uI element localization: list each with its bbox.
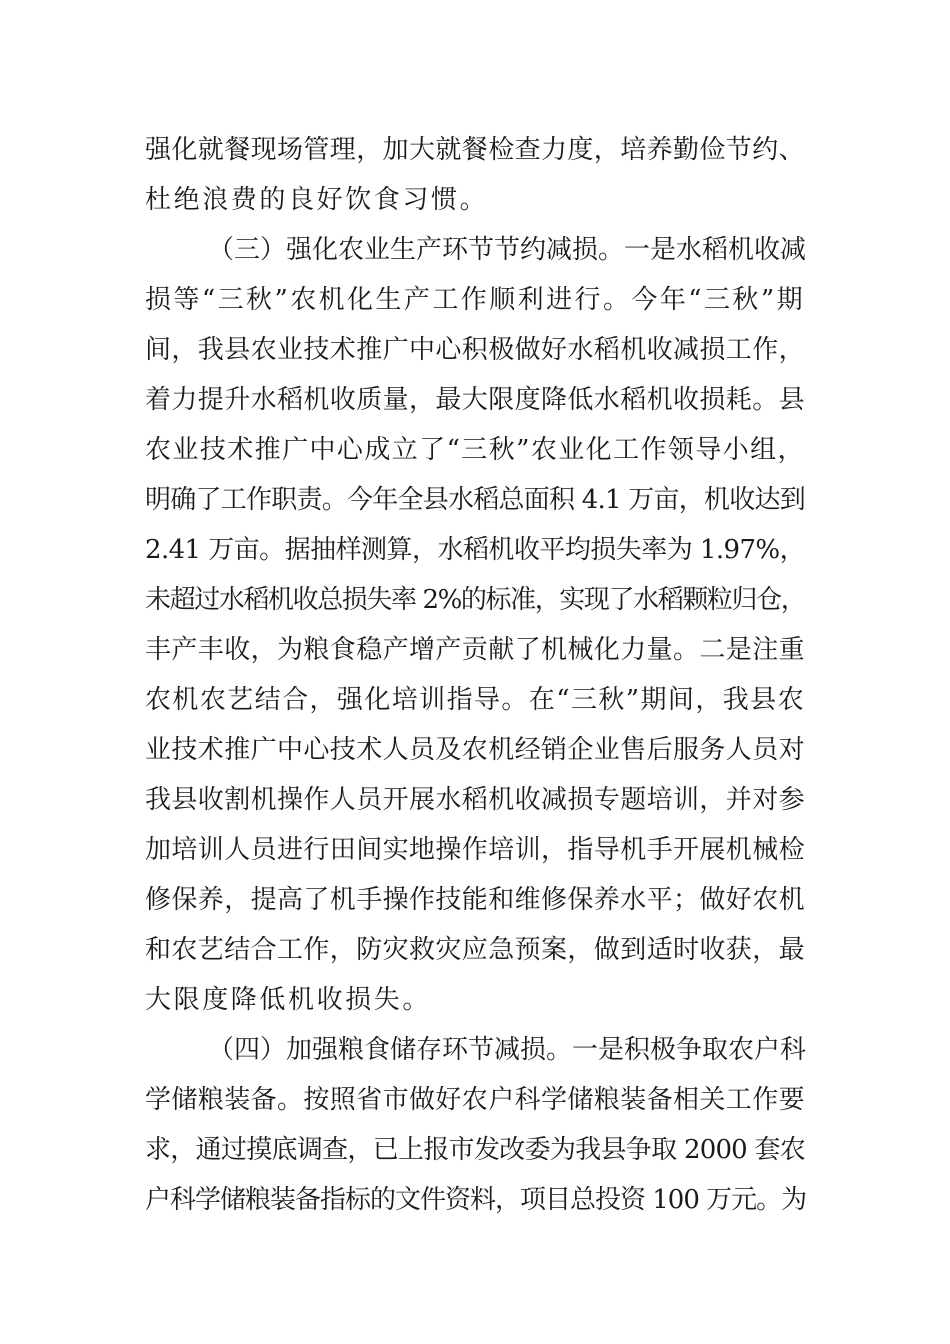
text-line: 农业技术推广中心成立了“三秋”农业化工作领导小组，: [145, 435, 805, 465]
text-line: 2.41 万亩。据抽样测算，水稻机收平均损失率为 1.97%，: [145, 535, 805, 565]
text-line: 大限度降低机收损失。: [145, 985, 432, 1015]
text-line: 我县收割机操作人员开展水稻机收减损专题培训，并对参: [145, 785, 806, 815]
text-line: 着力提升水稻机收质量，最大限度降低水稻机收损耗。县: [145, 385, 806, 415]
text-line: 学储粮装备。按照省市做好农户科学储粮装备相关工作要: [145, 1085, 806, 1115]
text-line: 修保养，提高了机手操作技能和维修保养水平；做好农机: [145, 885, 806, 915]
text-line: 未超过水稻机收总损失率 2%的标准，实现了水稻颗粒归仓，: [145, 585, 806, 615]
text-line: 户科学储粮装备指标的文件资料，项目总投资 100 万元。为: [145, 1185, 807, 1215]
text-line: 明确了工作职责。今年全县水稻总面积 4.1 万亩，机收达到: [145, 485, 805, 515]
paragraph-heading-line: （三）强化农业生产环节节约减损。一是水稻机收减: [208, 235, 807, 265]
paragraph-heading-line: （四）加强粮食储存环节减损。一是积极争取农户科: [208, 1035, 807, 1065]
text-line: 强化就餐现场管理，加大就餐检查力度，培养勤俭节约、: [145, 135, 806, 165]
text-line: 农机农艺结合，强化培训指导。在“三秋”期间，我县农: [145, 685, 805, 715]
text-line: 加培训人员进行田间实地操作培训，指导机手开展机械检: [145, 835, 806, 865]
text-line: 丰产丰收，为粮食稳产增产贡献了机械化力量。二是注重: [145, 635, 806, 665]
text-line: 间，我县农业技术推广中心积极做好水稻机收减损工作，: [145, 335, 806, 365]
text-line: 求，通过摸底调查，已上报市发改委为我县争取 2000 套农: [145, 1135, 805, 1165]
text-line: 杜绝浪费的良好饮食习惯。: [145, 185, 489, 215]
text-line: 和农艺结合工作，防灾救灾应急预案，做到适时收获，最: [145, 935, 806, 965]
text-line: 损等“三秋”农机化生产工作顺利进行。今年“三秋”期: [145, 285, 805, 315]
text-line: 业技术推广中心技术人员及农机经销企业售后服务人员对: [145, 735, 806, 765]
